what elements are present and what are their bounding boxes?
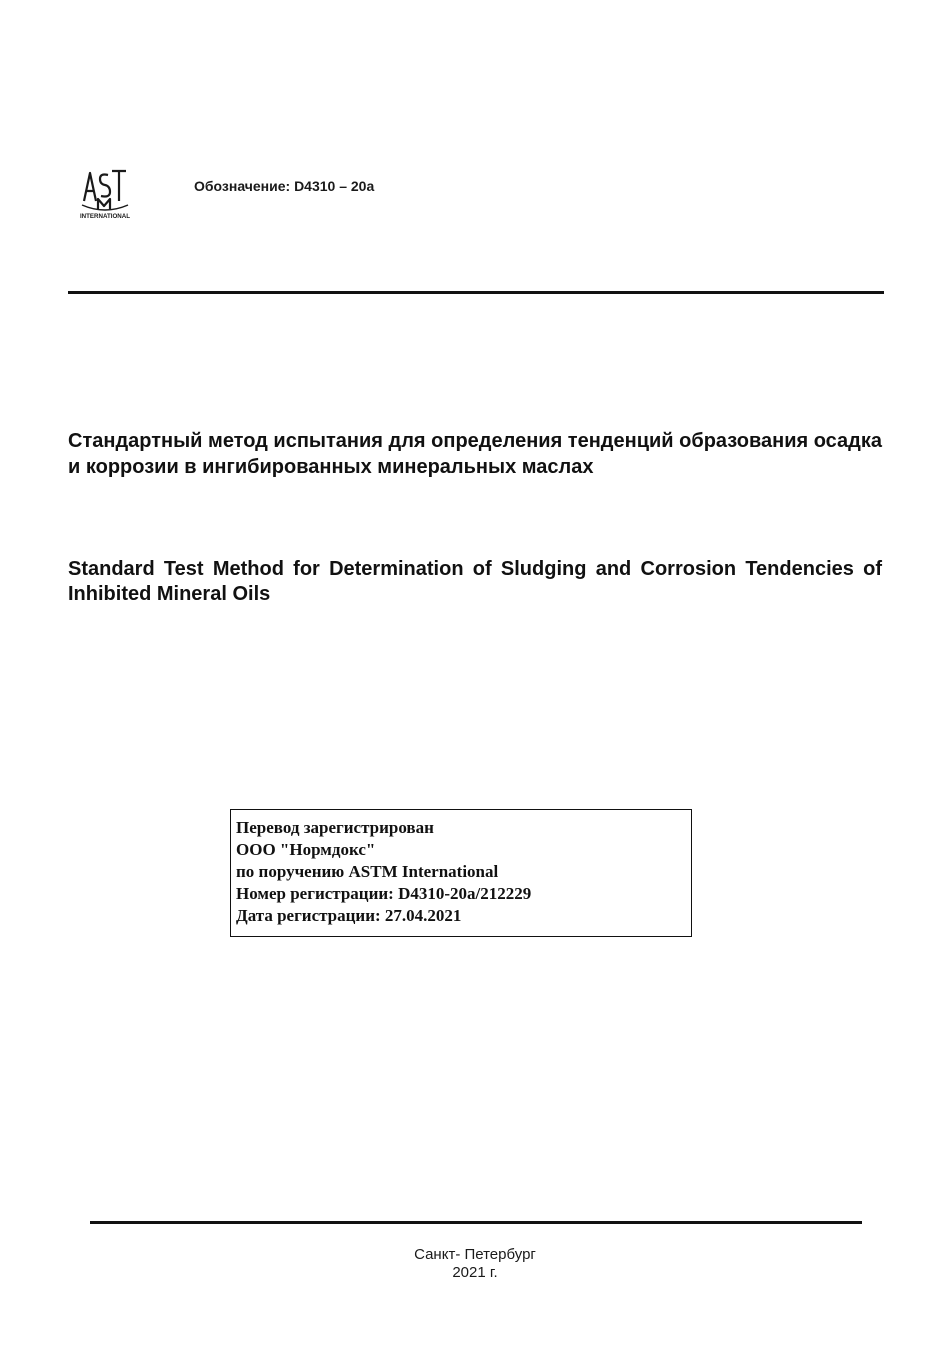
footer-city: Санкт- Петербург: [414, 1246, 536, 1263]
bottom-divider: [90, 1221, 862, 1224]
footer-year: 2021 г.: [452, 1264, 498, 1281]
top-divider: [68, 291, 884, 294]
title-english: Standard Test Method for Determination of Sludging and Corrosion Tendencies of Inhibited Mineral Oils: [68, 558, 882, 605]
registration-company: ООО "Нормдокс": [236, 840, 376, 859]
svg-text:INTERNATIONAL: INTERNATIONAL: [79, 213, 131, 220]
registration-box: [230, 809, 692, 937]
title-russian: Стандартный метод испытания для определения тенденций образования осадка и коррозии в ингибированных минеральных маслах: [68, 430, 882, 478]
registration-number: Номер регистрации: D4310-20a/212229: [236, 884, 532, 903]
footer: [0, 1246, 950, 1282]
registration-line: Перевод зарегистрирован: [236, 818, 434, 837]
registration-line: по поручению ASTM International: [236, 862, 499, 881]
registration-date: Дата регистрации: 27.04.2021: [236, 906, 462, 925]
document-designation: Обозначение: D4310 – 20a: [194, 178, 375, 194]
astm-international-logo: [78, 165, 132, 221]
